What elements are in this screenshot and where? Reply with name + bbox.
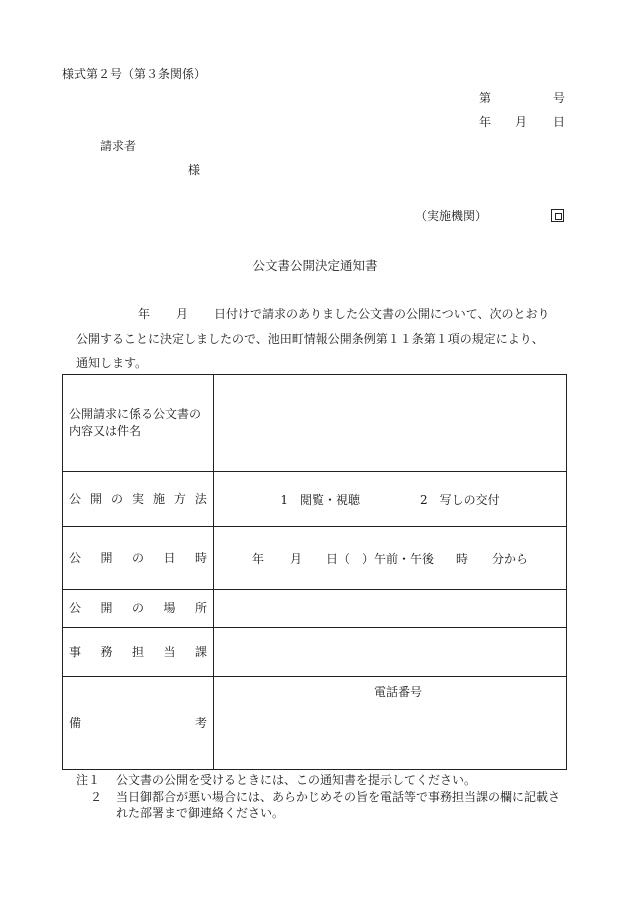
table-row <box>63 628 567 677</box>
body-year: 年 <box>138 307 151 321</box>
note-text: 当日御都合が悪い場合には、あらかじめその旨を電話等で事務担当課の欄に記載された部署まで御連絡ください。 <box>116 789 561 820</box>
notice-body <box>76 302 566 376</box>
remarks-label-2: 考 <box>194 715 207 730</box>
table-row <box>63 527 567 590</box>
place-label <box>63 590 214 628</box>
method-label-text: 公 開 の 実 施 方 法 <box>69 491 207 506</box>
method-option-viewing[interactable]: 1 閲覧・視聴 <box>280 492 360 507</box>
implementing-agency-label: （実施機関） <box>415 209 488 223</box>
form-number-label: 様式第２号（第３条関係） <box>62 67 207 81</box>
phone-number-label: 電話番号 <box>374 685 423 699</box>
document-title: 公文書公開決定通知書 <box>252 258 378 273</box>
note-number: ２ <box>90 789 103 804</box>
table-row <box>63 375 567 472</box>
honorific-sama: 様 <box>188 163 201 177</box>
table-row <box>63 677 567 770</box>
list-item <box>76 772 568 789</box>
note-text: 公文書の公開を受けるときには、この通知書を提示してください。 <box>116 773 477 787</box>
body-line3: 通知します。 <box>76 356 148 370</box>
datetime-label <box>63 527 214 590</box>
requester-label: 請求者 <box>100 139 137 153</box>
method-option-copy[interactable]: 2 写しの交付 <box>420 492 500 507</box>
datetime-field[interactable] <box>214 527 567 590</box>
datetime-hour: 時 <box>456 551 469 566</box>
body-line2: 公開することに決定しましたので、池田町情報公開条例第１１条第１項の規定により、 <box>76 331 544 346</box>
department-label-text: 事 務 担 当 課 <box>69 644 207 659</box>
body-line1: 日付けで請求のありました公文書の公開について、次のとおり <box>214 307 550 321</box>
datetime-day: 日（ ） <box>325 551 374 566</box>
remarks-label <box>63 677 214 770</box>
datetime-year: 年 <box>251 551 264 566</box>
department-label <box>63 628 214 677</box>
table-row <box>63 472 567 527</box>
department-field[interactable] <box>214 628 567 699</box>
subject-field[interactable] <box>214 375 567 472</box>
list-item <box>76 789 568 822</box>
place-label-text: 公 開 の 場 所 <box>69 601 207 615</box>
datetime-label-text: 公 開 の 日 時 <box>69 550 207 565</box>
document-number-suffix: 号 <box>553 91 566 105</box>
note-number: 注１ <box>76 773 101 787</box>
date-day: 日 <box>553 115 566 129</box>
datetime-minute: 分から <box>492 551 529 566</box>
footnotes <box>76 772 568 822</box>
body-month: 月 <box>176 307 189 321</box>
disclosure-form-table <box>62 374 567 770</box>
date-year: 年 <box>479 115 492 129</box>
method-field[interactable] <box>214 472 567 527</box>
document-number-prefix: 第 <box>479 91 492 105</box>
subject-label: 公開請求に係る公文書の内容又は件名 <box>63 375 214 472</box>
method-label <box>63 472 214 527</box>
seal-mark-icon <box>551 209 564 222</box>
table-row <box>63 590 567 628</box>
datetime-ampm: 午前・午後 <box>374 551 435 566</box>
date-month: 月 <box>515 115 528 129</box>
place-field[interactable] <box>214 590 567 628</box>
datetime-month: 月 <box>289 551 302 566</box>
remarks-label-1: 備 <box>69 715 82 730</box>
